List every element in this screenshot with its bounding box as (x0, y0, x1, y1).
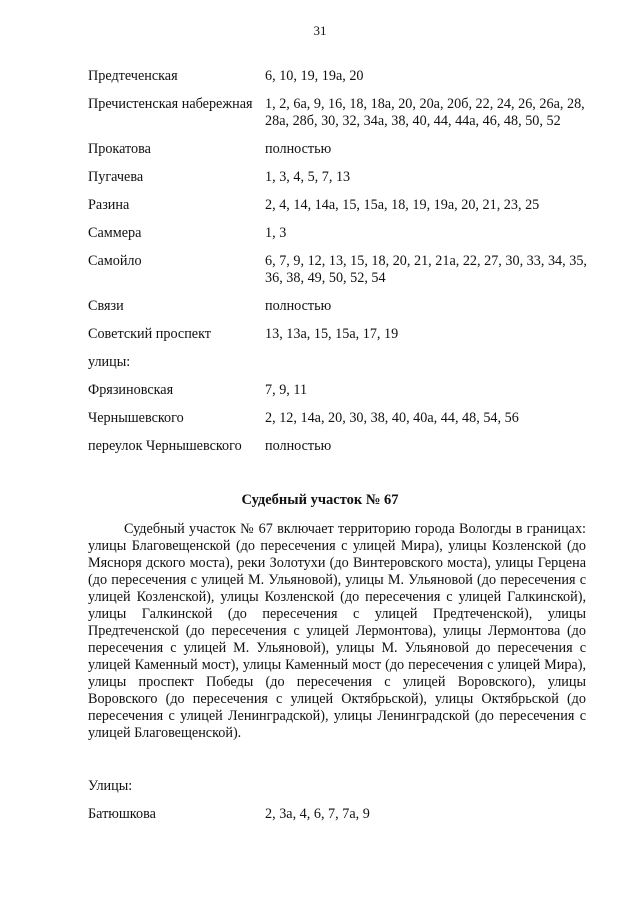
house-numbers: 6, 10, 19, 19а, 20 (265, 68, 364, 84)
table-row (88, 354, 588, 371)
table-row (88, 382, 588, 399)
house-numbers: 7, 9, 11 (265, 382, 308, 398)
table-row (88, 410, 588, 427)
street-name: Батюшкова (88, 806, 156, 822)
table-row (88, 68, 588, 85)
table-row (88, 96, 588, 130)
table-row (88, 225, 588, 242)
street-name: улицы: (88, 354, 131, 370)
street-name: Прокатова (88, 141, 151, 157)
house-numbers: полностью (265, 141, 332, 157)
street-name: Фрязиновская (88, 382, 174, 398)
street-name: Разина (88, 197, 130, 213)
house-numbers: 1, 3 (265, 225, 287, 241)
house-numbers: 1, 3, 4, 5, 7, 13 (265, 169, 351, 185)
house-numbers: 6, 7, 9, 12, 13, 15, 18, 20, 21, 21а, 22, 27, 30, 33, 34, 35, 36, 38, 49, 50, 52, 54 (265, 253, 587, 286)
house-numbers: полностью (265, 298, 332, 314)
street-name: переулок Чернышевского (88, 438, 242, 454)
table-row (88, 253, 588, 287)
table-row (88, 169, 588, 186)
table-row (88, 806, 588, 823)
house-numbers (265, 354, 588, 371)
street-name: Чернышевского (88, 410, 184, 426)
streets-label: Улицы: (88, 778, 133, 794)
section-title: Судебный участок № 67 (241, 492, 399, 508)
street-name: Саммера (88, 225, 142, 241)
table-row (88, 197, 588, 214)
table-row (88, 141, 588, 158)
house-numbers: 2, 12, 14а, 20, 30, 38, 40, 40а, 44, 48, 54, 56 (265, 410, 519, 426)
house-numbers: 2, 3а, 4, 6, 7, 7а, 9 (265, 806, 370, 822)
section-description: Судебный участок № 67 включает территорию города Вологды в границах: улицы Благовещенской (до пересечения с улицей Мира), улицы Козленской (до Мясноря дского моста), реки Золотухи (до Винтеровского моста), улицы Герцена (до пересечения с улицей М. Ульяновой), улицы М. Ульяновой (до пересечения с улицей Козленской), улицы Козленской (до пересечения с улицей Галкинской), улицы Галкинской (до пересечения с улицей Предтеченской), улицы Предтеченской (до пересечения с улицей Лермонтова), улицы Лермонтова (до пересечения с улицей М. Ульяновой), улицы М. Ульяновой до пересечения с улицей Каменный мост), улицы Каменный мост (до пересечения с улицей Мира), улицы проспект Победы (до пересечения с улицей Воровского), улицы Воровского (до пересечения с улицей Октябрьской), улицы Октябрьской (до пересечения с улицей Ленинградской), улицы Ленинградской (до пересечения с улицей Благовещенской). (88, 521, 586, 741)
house-numbers: полностью (265, 438, 332, 454)
page-number: 31 (313, 23, 327, 38)
house-numbers: 2, 4, 14, 14а, 15, 15а, 18, 19, 19а, 20, 21, 23, 25 (265, 197, 540, 213)
house-numbers: 13, 13а, 15, 15а, 17, 19 (265, 326, 399, 342)
table-row (88, 438, 588, 455)
table-row (88, 326, 588, 343)
street-name: Советский проспект (88, 326, 211, 342)
street-name: Связи (88, 298, 124, 314)
house-numbers: 1, 2, 6а, 9, 16, 18, 18а, 20, 20а, 20б, 22, 24, 26, 26а, 28, 28а, 28б, 30, 32, 34а, 38, 40, 44, 44а, 46, 48, 50, 52 (265, 96, 585, 129)
street-table (88, 68, 588, 466)
street-name: Пречистенская набережная (88, 96, 253, 112)
street-name: Самойло (88, 253, 142, 269)
street-name: Пугачева (88, 169, 144, 185)
street-name: Предтеченская (88, 68, 178, 84)
table-row (88, 298, 588, 315)
